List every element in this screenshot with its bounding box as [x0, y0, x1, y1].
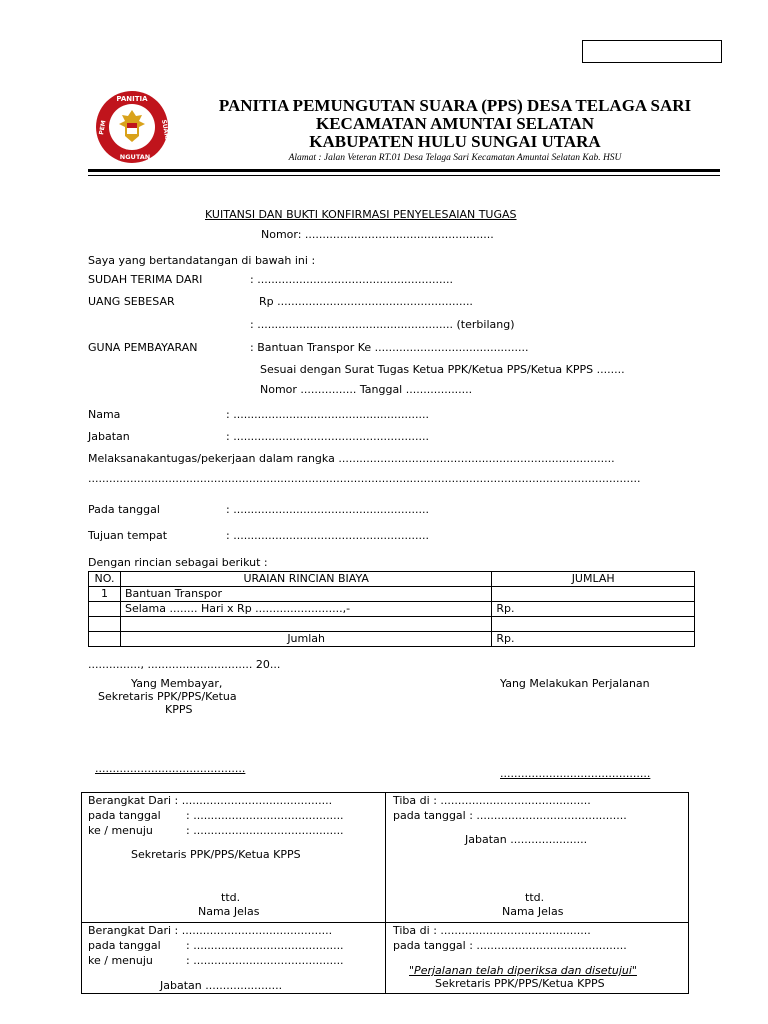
table-header-row — [89, 572, 695, 587]
pada-tanggal-value: : ........................................................ — [226, 503, 430, 516]
tr-jabatan: Jabatan ...................... — [465, 833, 588, 846]
uang-label: UANG SEBESAR — [88, 295, 175, 308]
header-line-3: KABUPATEN HULU SUNGAI UTARA — [309, 132, 601, 151]
cell-no: 1 — [89, 587, 121, 602]
tujuan-value: : ........................................................ — [226, 529, 430, 542]
cell-total-label: Jumlah — [120, 632, 491, 647]
surat-tugas-text: Sesuai dengan Surat Tugas Ketua PPK/Ketua PPS/Ketua KPPS ........ — [260, 363, 625, 376]
nomor-tanggal-text: Nomor ................ Tanggal ................... — [260, 383, 473, 396]
tl-ke-label: ke / menuju — [88, 824, 153, 837]
logo-text-bottom: NGUTAN — [119, 153, 151, 161]
header-rule-thin — [88, 175, 720, 176]
intro-text: Saya yang bertandatangan di bawah ini : — [88, 254, 316, 267]
br-tiba: Tiba di : ........................................... — [393, 924, 591, 937]
tl-pada-label: pada tanggal — [88, 809, 161, 822]
bl-jabatan: Jabatan ...................... — [160, 979, 283, 992]
tl-pada-value: : ........................................... — [186, 809, 344, 822]
logo-text-left: PEM — [98, 119, 108, 136]
tr-pada: pada tanggal : ........................................... — [393, 809, 627, 822]
logo-text-right: SUARA — [160, 119, 171, 143]
cell-total-value: Rp. — [492, 632, 695, 647]
payer-label: Yang Membayar, — [131, 677, 223, 690]
table-row — [89, 617, 695, 632]
melaksanakan-dots: .............................................................................................................................................................. — [88, 472, 641, 485]
cell-no — [89, 602, 121, 617]
jabatan-label: Jabatan — [88, 430, 130, 443]
terima-label: SUDAH TERIMA DARI — [88, 273, 203, 286]
table-total-row — [89, 632, 695, 647]
traveler-signature-line: ........................................... — [500, 767, 651, 780]
cell-uraian: Bantuan Transpor — [120, 587, 491, 602]
tl-ttd: ttd. — [221, 891, 241, 904]
bl-pada-label: pada tanggal — [88, 939, 161, 952]
jabatan-value: : ........................................................ — [226, 430, 430, 443]
cell-jumlah — [492, 587, 695, 602]
tl-ke-value: : ........................................... — [186, 824, 344, 837]
cell-uraian — [120, 617, 491, 632]
document-nomor: Nomor: ...................................................... — [261, 228, 494, 241]
terbilang-value: : ........................................................ (terbilang) — [250, 318, 515, 331]
signature-date-line: ..............., .............................. 20... — [88, 658, 281, 671]
rincian-intro: Dengan rincian sebagai berikut : — [88, 556, 268, 569]
cell-jumlah: Rp. — [492, 602, 695, 617]
payer-title-kpps: KPPS — [165, 703, 193, 716]
tujuan-label: Tujuan tempat — [88, 529, 168, 542]
header-address: Alamat : Jalan Veteran RT.01 Desa Telaga Sari Kecamatan Amuntai Selatan Kab. HSU — [288, 153, 622, 163]
nama-value: : ........................................................ — [226, 408, 430, 421]
br-sekretaris: Sekretaris PPK/PPS/Ketua KPPS — [435, 977, 605, 990]
tl-berangkat: Berangkat Dari : ........................................... — [88, 794, 333, 807]
tl-nama-jelas: Nama Jelas — [198, 905, 260, 918]
nama-label: Nama — [88, 408, 121, 421]
bl-ke-value: : ........................................... — [186, 954, 344, 967]
kpu-logo — [95, 90, 169, 164]
header-rule-thick — [88, 169, 720, 172]
bl-berangkat: Berangkat Dari : ........................................... — [88, 924, 333, 937]
header-line-1: PANITIA PEMUNGUTAN SUARA (PPS) DESA TELAGA SARI — [218, 96, 692, 115]
rincian-table — [88, 571, 695, 647]
table-row — [89, 587, 695, 602]
melaksanakan-text: Melaksanakantugas/pekerjaan dalam rangka ............................................................................... — [88, 452, 615, 465]
tl-sekretaris: Sekretaris PPK/PPS/Ketua KPPS — [131, 848, 301, 861]
box-divider-horizontal — [81, 922, 689, 923]
logo-text-top: PANITIA — [116, 95, 148, 103]
header-jumlah: JUMLAH — [492, 572, 695, 587]
cell-jumlah — [492, 617, 695, 632]
br-pada: pada tanggal : ........................................... — [393, 939, 627, 952]
document-number-box — [582, 40, 722, 63]
header-uraian: URAIAN RINCIAN BIAYA — [120, 572, 491, 587]
header-no: NO. — [89, 572, 121, 587]
header-line-2: KECAMATAN AMUNTAI SELATAN — [316, 114, 594, 133]
cell-no — [89, 617, 121, 632]
guna-label: GUNA PEMBAYARAN — [88, 341, 198, 354]
box-divider-vertical — [385, 792, 386, 994]
uang-value: Rp ........................................................ — [259, 295, 473, 308]
table-row — [89, 602, 695, 617]
bl-pada-value: : ........................................... — [186, 939, 344, 952]
tr-tiba: Tiba di : ........................................... — [393, 794, 591, 807]
document-title: KUITANSI DAN BUKTI KONFIRMASI PENYELESAIAN TUGAS — [205, 208, 517, 221]
tr-nama-jelas: Nama Jelas — [502, 905, 564, 918]
payer-signature-line: ........................................... — [95, 762, 246, 775]
tr-ttd: ttd. — [525, 891, 545, 904]
bl-ke-label: ke / menuju — [88, 954, 153, 967]
terima-value: : ........................................................ — [250, 273, 454, 286]
guna-value: : Bantuan Transpor Ke ............................................ — [250, 341, 529, 354]
payer-title: Sekretaris PPK/PPS/Ketua — [98, 690, 237, 703]
cell-uraian: Selama ........ Hari x Rp .........................,- — [120, 602, 491, 617]
br-diperiksa: "Perjalanan telah diperiksa dan disetujui" — [409, 964, 637, 977]
pada-tanggal-label: Pada tanggal — [88, 503, 160, 516]
traveler-label: Yang Melakukan Perjalanan — [500, 677, 650, 690]
cell-no — [89, 632, 121, 647]
